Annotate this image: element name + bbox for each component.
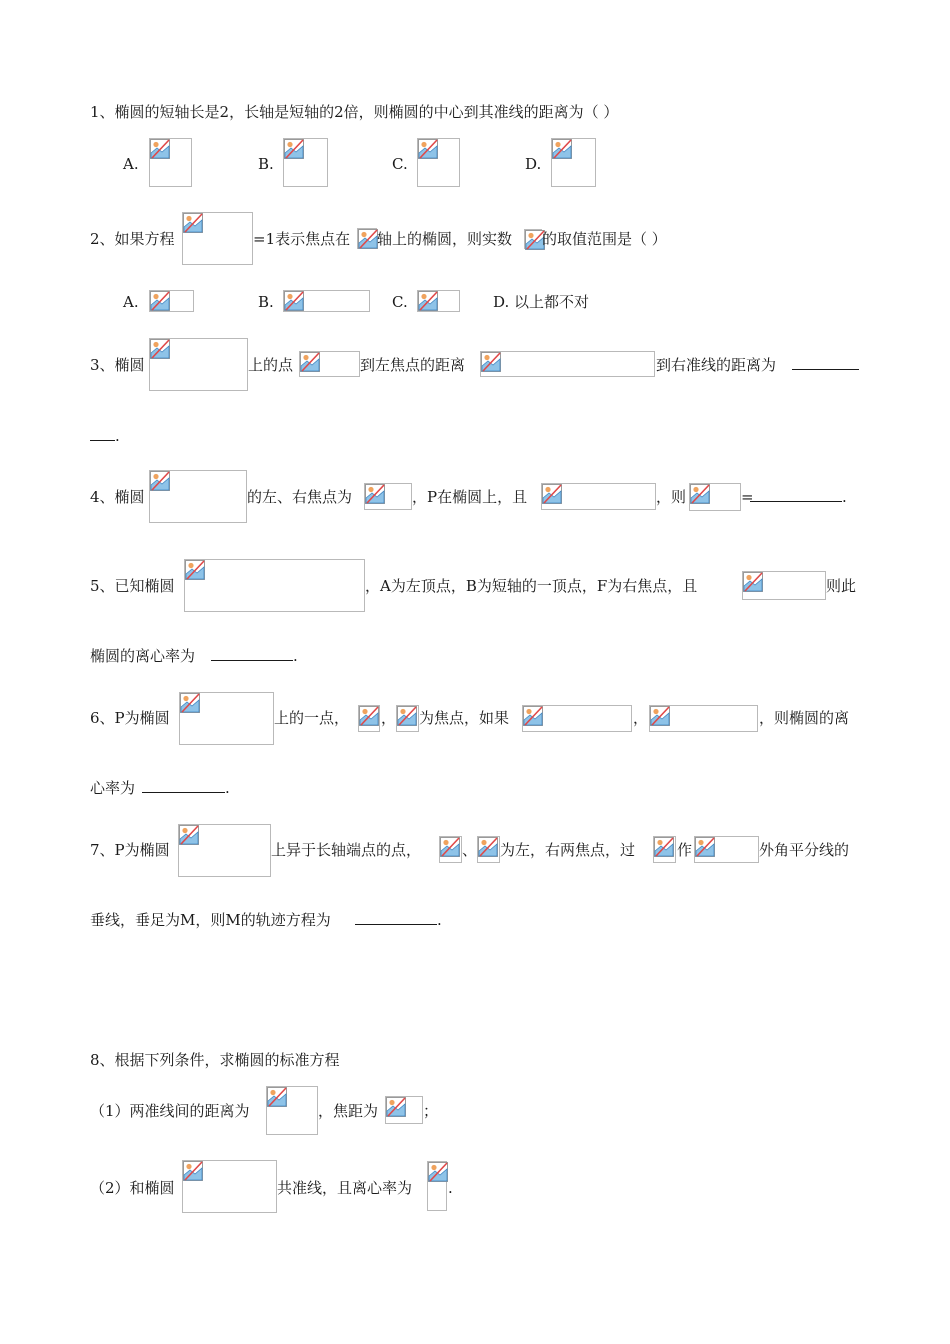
broken-image-icon <box>386 1097 406 1117</box>
question-8-text: （1）两准线间的距离为 <box>90 1102 250 1120</box>
broken-image-icon <box>418 139 438 159</box>
question-7-text: 为左，右两焦点，过 <box>500 841 636 859</box>
broken-image-icon <box>523 706 543 726</box>
broken-image-icon <box>150 339 170 359</box>
question-8-text: ； <box>423 1102 439 1120</box>
question-6-text: ， <box>633 709 649 727</box>
broken-image-icon <box>743 572 763 592</box>
question-3-text: 3、椭圆 <box>90 356 145 374</box>
broken-image-icon <box>552 139 572 159</box>
broken-image-icon <box>478 837 498 857</box>
question-3-text: 上的点 <box>248 356 294 374</box>
formula-image <box>178 824 271 877</box>
question-4-text: 4、椭圆 <box>90 488 145 506</box>
question-5-text: . <box>293 647 298 665</box>
question-5-text: 则此 <box>826 577 857 595</box>
broken-image-icon <box>365 484 385 504</box>
question-4-text: ，则 <box>656 488 687 506</box>
question-4-text: = <box>741 488 754 506</box>
broken-image-icon <box>542 484 562 504</box>
formula-image <box>179 692 274 745</box>
formula-image <box>182 212 253 265</box>
answer-blank[interactable] <box>355 910 442 930</box>
formula-image <box>364 483 412 510</box>
question-4-text: ，P在椭圆上，且 <box>412 488 528 506</box>
question-7-text: 外角平分线的 <box>759 841 850 859</box>
question-8-text: . <box>448 1179 453 1197</box>
broken-image-icon <box>690 484 710 504</box>
broken-image-icon <box>180 693 200 713</box>
broken-image-icon <box>179 825 199 845</box>
formula-image <box>184 559 365 612</box>
question-7-text: 作 <box>677 841 693 859</box>
broken-image-icon <box>650 706 670 726</box>
formula-image <box>689 483 741 511</box>
formula-image <box>694 836 759 863</box>
option-c-label: C. <box>392 293 408 311</box>
question-1-text: 1、椭圆的短轴长是2，长轴是短轴的2倍，则椭圆的中心到其准线的距离为（ ） <box>90 103 619 121</box>
formula-image <box>541 483 656 510</box>
broken-image-icon <box>418 291 438 311</box>
broken-image-icon <box>284 291 304 311</box>
formula-image <box>149 290 194 312</box>
answer-blank[interactable] <box>90 426 120 446</box>
question-8-text: （2）和椭圆 <box>90 1179 175 1197</box>
broken-image-icon <box>150 139 170 159</box>
option-b-label: B. <box>258 155 274 173</box>
question-7-text: 垂线，垂足为M，则M的轨迹方程为 <box>90 911 331 929</box>
question-7-text: . <box>437 911 442 929</box>
formula-image <box>358 705 380 732</box>
formula-image <box>266 1086 318 1135</box>
broken-image-icon <box>150 291 170 311</box>
broken-image-icon <box>185 560 205 580</box>
formula-image <box>649 705 758 732</box>
broken-image-icon <box>267 1087 287 1107</box>
formula-image <box>524 229 542 249</box>
answer-blank[interactable] <box>211 646 298 666</box>
formula-image <box>417 138 460 187</box>
question-4-text: . <box>842 488 847 506</box>
question-2-text: 的取值范围是（ ） <box>542 230 667 248</box>
formula-image <box>480 351 655 377</box>
option-b-label: B. <box>258 293 274 311</box>
formula-image <box>396 705 419 732</box>
formula-image <box>149 470 247 523</box>
broken-image-icon <box>397 706 417 726</box>
formula-image <box>653 836 676 863</box>
formula-image <box>357 228 377 249</box>
question-3-text: 到左焦点的距离 <box>360 356 466 374</box>
answer-blank[interactable] <box>792 355 859 375</box>
question-2-text: 2、如果方程 <box>90 230 175 248</box>
formula-image <box>385 1096 423 1124</box>
question-7-text: 7、P为椭圆 <box>90 841 170 859</box>
formula-image <box>283 290 370 312</box>
broken-image-icon <box>428 1162 448 1182</box>
formula-image <box>522 705 632 732</box>
formula-image <box>149 138 192 187</box>
question-6-text: . <box>225 779 230 797</box>
question-6-text: 为焦点，如果 <box>419 709 510 727</box>
question-6-text: 心率为 <box>90 779 136 797</box>
question-6-text: ， <box>381 709 397 727</box>
formula-image <box>427 1161 447 1211</box>
broken-image-icon <box>358 229 378 249</box>
answer-blank[interactable] <box>750 487 847 507</box>
broken-image-icon <box>654 837 674 857</box>
question-5-text: 5、已知椭圆 <box>90 577 175 595</box>
broken-image-icon <box>183 213 203 233</box>
broken-image-icon <box>183 1161 203 1181</box>
question-4-text: 的左、右焦点为 <box>247 488 353 506</box>
option-d-label: D. <box>525 155 542 173</box>
question-3-text: . <box>115 427 120 445</box>
question-2-text: =1表示焦点在 <box>253 230 351 248</box>
question-7-text: 、 <box>462 841 478 859</box>
question-3-text: 到右准线的距离为 <box>656 356 777 374</box>
question-8-title: 8、根据下列条件，求椭圆的标准方程 <box>90 1051 340 1069</box>
formula-image <box>283 138 328 187</box>
question-8-text: 共准线，且离心率为 <box>277 1179 413 1197</box>
question-6-text: ，则椭圆的离 <box>759 709 850 727</box>
formula-image <box>182 1160 277 1213</box>
question-6-text: 上的一点， <box>274 709 350 727</box>
option-a-label: A. <box>123 293 139 311</box>
question-6-text: 6、P为椭圆 <box>90 709 170 727</box>
formula-image <box>477 836 500 863</box>
formula-image <box>417 290 460 312</box>
broken-image-icon <box>150 471 170 491</box>
question-7-text: 上异于长轴端点的点， <box>271 841 422 859</box>
option-c-label: C. <box>392 155 408 173</box>
formula-image <box>551 138 596 187</box>
option-a-label: A. <box>123 155 139 173</box>
question-5-text: ，A为左顶点，B为短轴的一顶点，F为右焦点，且 <box>365 577 698 595</box>
formula-image <box>299 351 360 377</box>
broken-image-icon <box>284 139 304 159</box>
formula-image <box>439 836 462 863</box>
option-d-label: D. 以上都不对 <box>493 293 590 311</box>
formula-image <box>149 338 248 391</box>
question-2-text: 轴上的椭圆，则实数 <box>377 230 513 248</box>
formula-image <box>742 571 826 600</box>
broken-image-icon <box>359 706 379 726</box>
question-5-text: 椭圆的离心率为 <box>90 647 196 665</box>
broken-image-icon <box>481 352 501 372</box>
question-8-text: ，焦距为 <box>318 1102 379 1120</box>
broken-image-icon <box>300 352 320 372</box>
answer-blank[interactable] <box>142 778 230 798</box>
broken-image-icon <box>695 837 715 857</box>
broken-image-icon <box>440 837 460 857</box>
